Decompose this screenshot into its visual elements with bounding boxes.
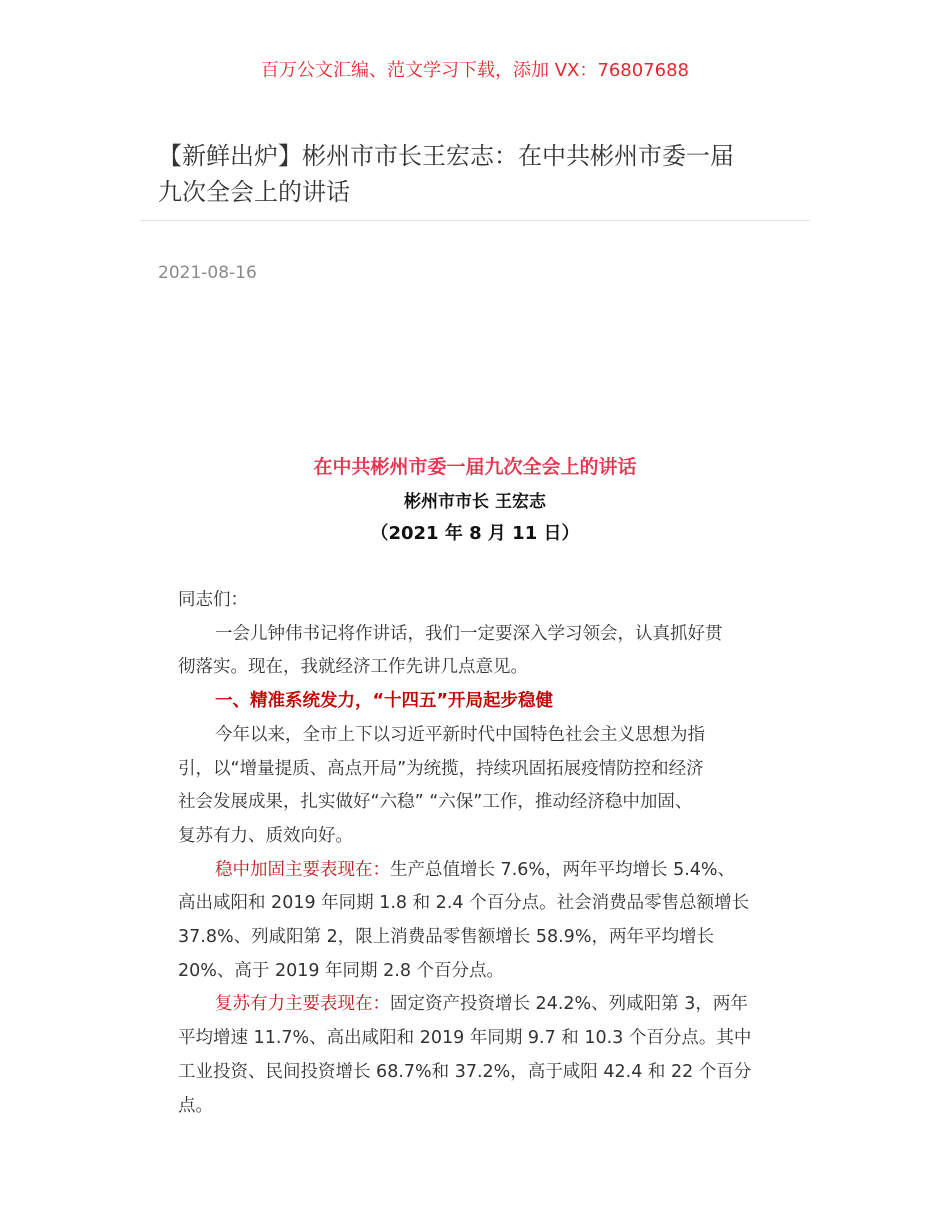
body-line	[178, 753, 798, 787]
section-heading-text: 一、精准系统发力，“十四五”开局起步稳健	[215, 691, 554, 712]
body-line	[178, 955, 798, 989]
line-text: 固定资产投资增长 24.2%、列咸阳第 3，两年	[390, 994, 748, 1015]
document-date: （2021 年 8 月 11 日）	[370, 523, 580, 544]
line-text: 生产总值增长 7.6%，两年平均增长 5.4%、	[390, 859, 736, 880]
line-text: 复苏有力、质效向好。	[178, 825, 353, 846]
body-line	[178, 719, 798, 753]
line-text: 同志们：	[178, 590, 248, 610]
line-text: 点。	[178, 1095, 213, 1116]
document-title: 在中共彬州市委一届九次全会上的讲话	[313, 456, 637, 478]
publish-date: 2021-08-16	[158, 263, 257, 283]
body-line	[178, 618, 798, 652]
line-text: 社会发展成果，扎实做好“六稳” “六保”工作，推动经济稳中加固、	[178, 792, 693, 813]
line-text: 20%、高于 2019 年同期 2.8 个百分点。	[178, 960, 505, 981]
line-text: 今年以来，全市上下以习近平新时代中国特色社会主义思想为指	[215, 724, 705, 745]
lead-in-text: 稳中加固主要表现在：	[215, 859, 390, 880]
document-author: 彬州市市长 王宏志	[404, 492, 546, 512]
body-line	[178, 584, 798, 618]
body-line	[178, 1056, 798, 1090]
line-text: 37.8%、列咸阳第 2，限上消费品零售额增长 58.9%，两年平均增长	[178, 927, 714, 948]
section-heading	[178, 685, 798, 719]
divider	[140, 220, 810, 221]
body-line	[178, 887, 798, 921]
body-line	[178, 921, 798, 955]
line-text: 高出咸阳和 2019 年同期 1.8 和 2.4 个百分点。社会消费品零售总额增长	[178, 893, 750, 914]
line-text: 引，以“增量提质、高点开局”为统揽，持续巩固拓展疫情防控和经济	[178, 758, 704, 779]
body-line	[178, 651, 798, 685]
body-line	[178, 988, 798, 1022]
promo-banner: 百万公文汇编、范文学习下载，添加 VX：76807688	[261, 60, 689, 81]
body-line	[178, 820, 798, 854]
lead-in-text: 复苏有力主要表现在：	[215, 994, 390, 1015]
line-text: 平均增速 11.7%、高出咸阳和 2019 年同期 9.7 和 10.3 个百分点。其中	[178, 1028, 752, 1049]
article-title-line: 九次全会上的讲话	[158, 178, 350, 206]
line-text: 彻落实。现在，我就经济工作先讲几点意见。	[178, 657, 528, 678]
body-line	[178, 1090, 798, 1124]
body-line	[178, 1022, 798, 1056]
article-title	[158, 138, 808, 210]
document-body	[178, 584, 798, 1123]
body-line	[178, 786, 798, 820]
line-text: 一会儿钟伟书记将作讲话，我们一定要深入学习领会，认真抓好贯	[215, 623, 723, 644]
article-title-line: 【新鲜出炉】彬州市市长王宏志：在中共彬州市委一届	[158, 142, 734, 170]
line-text: 工业投资、民间投资增长 68.7%和 37.2%，高于咸阳 42.4 和 22 个百分	[178, 1061, 752, 1082]
body-line	[178, 854, 798, 888]
